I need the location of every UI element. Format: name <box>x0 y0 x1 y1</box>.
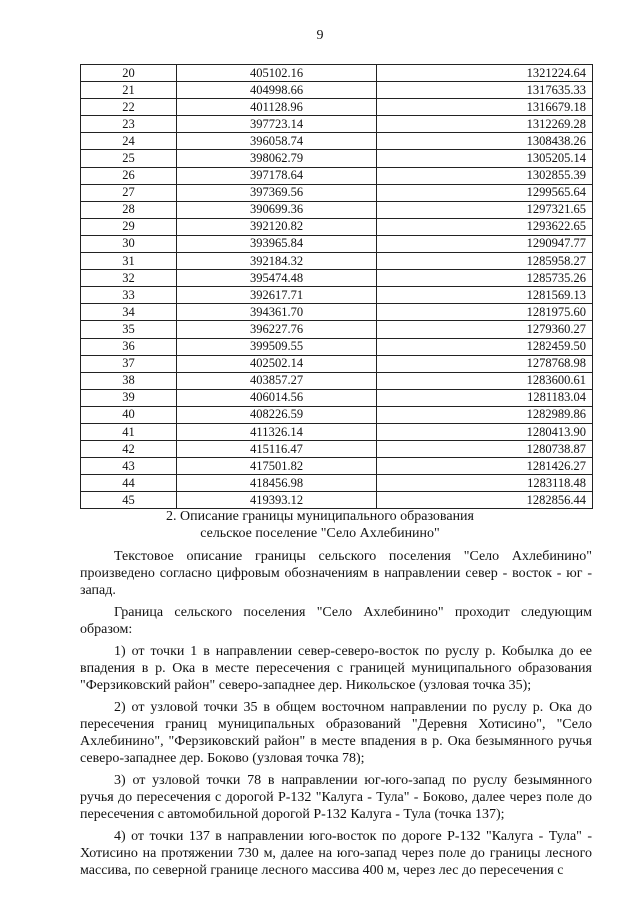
x-coordinate-cell: 392617.71 <box>177 287 377 304</box>
x-coordinate-cell: 403857.27 <box>177 372 377 389</box>
x-coordinate-cell: 406014.56 <box>177 389 377 406</box>
table-row <box>81 270 593 287</box>
x-coordinate-cell: 404998.66 <box>177 82 377 99</box>
x-coordinate-cell: 419393.12 <box>177 492 377 509</box>
table-row <box>81 492 593 509</box>
point-number-cell: 39 <box>81 389 177 406</box>
point-number-cell: 24 <box>81 133 177 150</box>
x-coordinate-cell: 394361.70 <box>177 304 377 321</box>
point-number-cell: 36 <box>81 338 177 355</box>
y-coordinate-cell: 1321224.64 <box>377 65 593 82</box>
point-number-cell: 43 <box>81 458 177 475</box>
y-coordinate-cell: 1308438.26 <box>377 133 593 150</box>
point-number-cell: 44 <box>81 475 177 492</box>
y-coordinate-cell: 1278768.98 <box>377 355 593 372</box>
point-number-cell: 20 <box>81 65 177 82</box>
x-coordinate-cell: 393965.84 <box>177 235 377 252</box>
y-coordinate-cell: 1280413.90 <box>377 423 593 440</box>
y-coordinate-cell: 1279360.27 <box>377 321 593 338</box>
y-coordinate-cell: 1282989.86 <box>377 406 593 423</box>
table-row <box>81 458 593 475</box>
x-coordinate-cell: 395474.48 <box>177 270 377 287</box>
point-number-cell: 31 <box>81 253 177 270</box>
paragraph-intro: Текстовое описание границы сельского поселения "Село Ахлебинино" произведено согласно цифровым обозначениям в направлении север - восток - юг - запад. <box>80 549 592 598</box>
x-coordinate-cell: 397178.64 <box>177 167 377 184</box>
table-row <box>81 423 593 440</box>
y-coordinate-cell: 1312269.28 <box>377 116 593 133</box>
table-row <box>81 406 593 423</box>
paragraph-boundary: Граница сельского поселения "Село Ахлебинино" проходит следующим образом: <box>80 605 592 637</box>
x-coordinate-cell: 392184.32 <box>177 253 377 270</box>
point-number-cell: 22 <box>81 99 177 116</box>
table-row <box>81 218 593 235</box>
paragraph-item-2: 2) от узловой точки 35 в общем восточном направлении по руслу р. Ока до пересечения границ муниципальных образований "Деревня Хотисино", "Село Ахлебинино", "Ферзиковский район" в месте впадения в р. Ока безымянного ручья северо-западнее дер. Боково (узловая точка 78); <box>80 700 592 766</box>
point-number-cell: 27 <box>81 184 177 201</box>
point-number-cell: 38 <box>81 372 177 389</box>
y-coordinate-cell: 1281183.04 <box>377 389 593 406</box>
x-coordinate-cell: 408226.59 <box>177 406 377 423</box>
x-coordinate-cell: 398062.79 <box>177 150 377 167</box>
coordinates-table <box>80 64 593 509</box>
point-number-cell: 42 <box>81 441 177 458</box>
y-coordinate-cell: 1285958.27 <box>377 253 593 270</box>
table-row <box>81 321 593 338</box>
paragraph-item-1: 1) от точки 1 в направлении север-северо-восток по руслу р. Кобылка до ее впадения в р. Ока в месте пересечения с границей муниципального образования "Ферзиковский район" северо-западнее дер. Никольское (узловая точка 35); <box>80 644 592 693</box>
table-row <box>81 304 593 321</box>
section-title-line-2: сельское поселение "Село Ахлебинино" <box>200 526 440 541</box>
y-coordinate-cell: 1317635.33 <box>377 82 593 99</box>
section-title <box>0 508 640 542</box>
table-row <box>81 167 593 184</box>
table-row <box>81 82 593 99</box>
boundary-description <box>80 548 592 884</box>
x-coordinate-cell: 396227.76 <box>177 321 377 338</box>
y-coordinate-cell: 1299565.64 <box>377 184 593 201</box>
x-coordinate-cell: 392120.82 <box>177 218 377 235</box>
table-row <box>81 201 593 218</box>
table-row <box>81 372 593 389</box>
page-number: 9 <box>316 28 324 43</box>
coordinates-table-body <box>81 65 593 509</box>
table-row <box>81 99 593 116</box>
section-title-line-1: 2. Описание границы муниципального образования <box>166 509 474 524</box>
y-coordinate-cell: 1282856.44 <box>377 492 593 509</box>
y-coordinate-cell: 1297321.65 <box>377 201 593 218</box>
point-number-cell: 32 <box>81 270 177 287</box>
table-row <box>81 235 593 252</box>
y-coordinate-cell: 1305205.14 <box>377 150 593 167</box>
y-coordinate-cell: 1283118.48 <box>377 475 593 492</box>
x-coordinate-cell: 401128.96 <box>177 99 377 116</box>
table-row <box>81 65 593 82</box>
y-coordinate-cell: 1281426.27 <box>377 458 593 475</box>
x-coordinate-cell: 418456.98 <box>177 475 377 492</box>
point-number-cell: 41 <box>81 423 177 440</box>
x-coordinate-cell: 417501.82 <box>177 458 377 475</box>
point-number-cell: 33 <box>81 287 177 304</box>
y-coordinate-cell: 1282459.50 <box>377 338 593 355</box>
point-number-cell: 23 <box>81 116 177 133</box>
table-row <box>81 338 593 355</box>
y-coordinate-cell: 1281975.60 <box>377 304 593 321</box>
y-coordinate-cell: 1302855.39 <box>377 167 593 184</box>
x-coordinate-cell: 397723.14 <box>177 116 377 133</box>
x-coordinate-cell: 397369.56 <box>177 184 377 201</box>
y-coordinate-cell: 1280738.87 <box>377 441 593 458</box>
paragraph-item-4: 4) от точки 137 в направлении юго-восток по дороге Р-132 "Калуга - Тула" - Хотисино на протяжении 730 м, далее на юго-запад через поле до границы лесного массива, по северной границе лесного массива 400 м, через лес до пересечения с <box>80 829 592 878</box>
point-number-cell: 40 <box>81 406 177 423</box>
table-row <box>81 355 593 372</box>
table-row <box>81 441 593 458</box>
x-coordinate-cell: 399509.55 <box>177 338 377 355</box>
point-number-cell: 45 <box>81 492 177 509</box>
point-number-cell: 34 <box>81 304 177 321</box>
point-number-cell: 25 <box>81 150 177 167</box>
x-coordinate-cell: 402502.14 <box>177 355 377 372</box>
point-number-cell: 37 <box>81 355 177 372</box>
point-number-cell: 29 <box>81 218 177 235</box>
x-coordinate-cell: 390699.36 <box>177 201 377 218</box>
point-number-cell: 26 <box>81 167 177 184</box>
table-row <box>81 287 593 304</box>
point-number-cell: 35 <box>81 321 177 338</box>
table-row <box>81 150 593 167</box>
y-coordinate-cell: 1290947.77 <box>377 235 593 252</box>
y-coordinate-cell: 1316679.18 <box>377 99 593 116</box>
x-coordinate-cell: 415116.47 <box>177 441 377 458</box>
paragraph-item-3: 3) от узловой точки 78 в направлении юг-юго-запад по руслу безымянного ручья до пересечения с дорогой Р-132 "Калуга - Тула" - Боково, далее через поле до пересечения с автомобильной дорогой Р-132 Калуга - Тула (точка 137); <box>80 773 592 822</box>
y-coordinate-cell: 1293622.65 <box>377 218 593 235</box>
point-number-cell: 28 <box>81 201 177 218</box>
x-coordinate-cell: 396058.74 <box>177 133 377 150</box>
table-row <box>81 116 593 133</box>
x-coordinate-cell: 405102.16 <box>177 65 377 82</box>
y-coordinate-cell: 1283600.61 <box>377 372 593 389</box>
point-number-cell: 30 <box>81 235 177 252</box>
table-row <box>81 475 593 492</box>
table-row <box>81 133 593 150</box>
y-coordinate-cell: 1285735.26 <box>377 270 593 287</box>
table-row <box>81 184 593 201</box>
point-number-cell: 21 <box>81 82 177 99</box>
table-row <box>81 253 593 270</box>
table-row <box>81 389 593 406</box>
x-coordinate-cell: 411326.14 <box>177 423 377 440</box>
y-coordinate-cell: 1281569.13 <box>377 287 593 304</box>
